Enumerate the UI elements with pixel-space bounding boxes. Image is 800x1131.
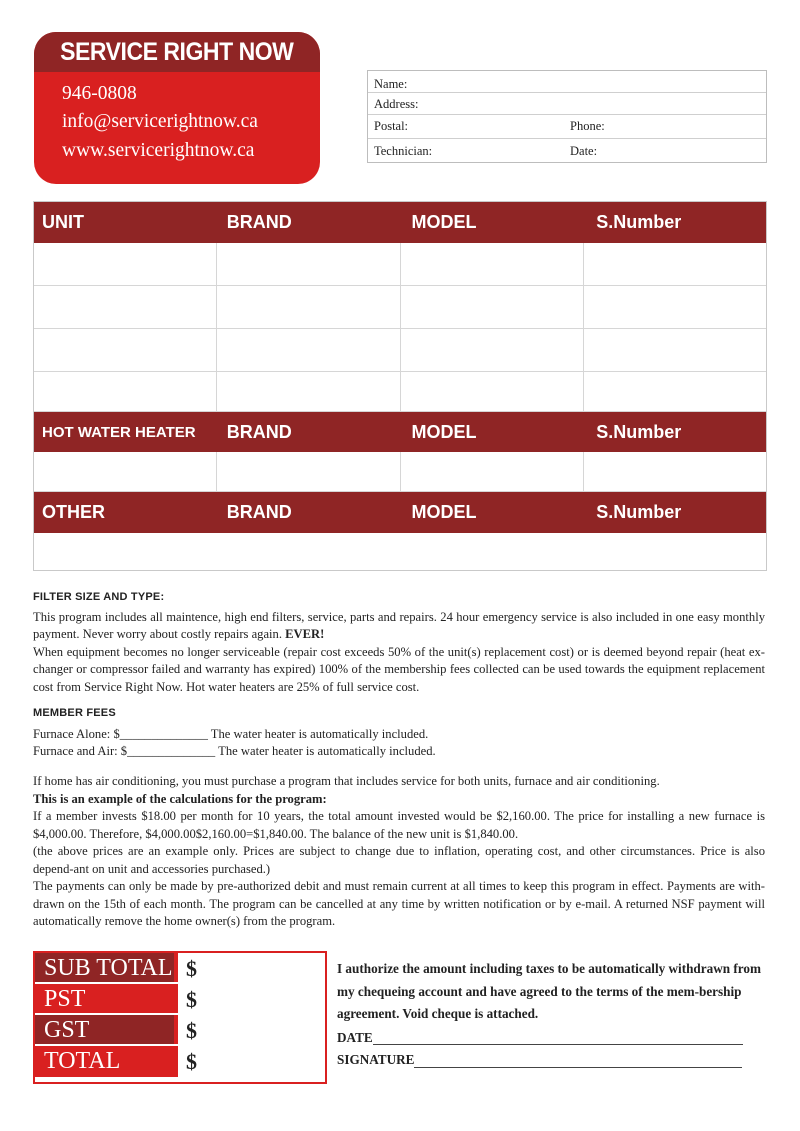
model-cell[interactable] xyxy=(401,452,584,491)
example-heading: This is an example of the calculations for the program: xyxy=(33,791,327,806)
serial-cell[interactable] xyxy=(584,372,766,411)
authorization-section xyxy=(337,958,769,1072)
company-name: SERVICE RIGHT NOW xyxy=(60,37,294,66)
other-header-row xyxy=(34,492,766,533)
program-paragraph xyxy=(33,609,765,644)
furnace-alone-fee[interactable]: Furnace Alone: $______________ The water heater is automatically included. xyxy=(33,726,429,741)
program-emphasis: EVER! xyxy=(285,627,325,641)
serial-header: S.Number xyxy=(596,212,682,232)
unit-cell[interactable] xyxy=(34,372,217,411)
pst-field[interactable]: $ xyxy=(174,984,325,1013)
hot-water-header: HOT WATER HEATER xyxy=(42,423,196,441)
serial-cell[interactable] xyxy=(584,329,766,371)
replacement-paragraph: When equipment becomes no longer serviceable (repair cost exceeds 50% of the unit(s) replacement cost) or is deemed beyond repair (heat ex-changer or compressor failed and warranty has expired) 100% of the membership fees collected can be used towards the equipment replacement cost from Service Right Now. Hot water heaters are 25% of full service cost. xyxy=(33,644,765,694)
signature-label: SIGNATURE xyxy=(337,1052,415,1067)
pst-label: PST xyxy=(35,984,174,1013)
unit-cell[interactable] xyxy=(34,243,217,285)
postal-label[interactable]: Postal: xyxy=(374,119,409,133)
brand-cell[interactable] xyxy=(217,452,400,491)
brand-header: BRAND xyxy=(226,212,292,232)
signature-line[interactable] xyxy=(337,1049,769,1072)
phone-label[interactable]: Phone: xyxy=(570,119,605,133)
technician-date-row xyxy=(368,139,766,164)
table-row xyxy=(34,286,766,329)
date-label[interactable]: Date: xyxy=(570,144,598,158)
brand-header: BRAND xyxy=(226,421,292,442)
total-field[interactable]: $ xyxy=(174,1046,325,1077)
other-header: OTHER xyxy=(42,502,105,522)
member-fees-heading: MEMBER FEES xyxy=(33,707,116,719)
other-input-row[interactable] xyxy=(34,533,766,570)
filter-heading: FILTER SIZE AND TYPE: xyxy=(33,591,165,603)
address-label: Address: xyxy=(374,97,419,111)
signature-rule xyxy=(414,1067,742,1068)
customer-info-box xyxy=(367,70,767,163)
subtotal-label: SUB TOTAL xyxy=(35,953,174,982)
unit-header-row xyxy=(34,202,766,243)
model-cell[interactable] xyxy=(401,286,584,328)
example-calculation: If a member invests $18.00 per month for 10 years, the total amount invested would be $2,160.00. The price for installing a new furnace is $4,000.00. Therefore, $4,000.00$2,160.00=$1,840.00. The balance of the new unit is $1,840.00. xyxy=(33,809,765,841)
equipment-table xyxy=(33,201,767,571)
model-header: MODEL xyxy=(411,421,477,442)
unit-cell[interactable] xyxy=(34,329,217,371)
company-title-bar xyxy=(34,32,320,72)
authorization-text: I authorize the amount including taxes to be automatically withdrawn from my chequeing account and have agreed to the terms of the mem-bership agreement. Void cheque is attached. xyxy=(337,961,761,1021)
gst-row xyxy=(35,1015,325,1046)
model-cell[interactable] xyxy=(401,372,584,411)
hot-water-header-row xyxy=(34,412,766,452)
technician-label[interactable]: Technician: xyxy=(374,144,433,158)
company-header-card xyxy=(34,32,320,184)
unit-cell[interactable] xyxy=(34,452,217,491)
price-disclaimer: (the above prices are an example only. Prices are subject to change due to inflation, operating cost, and other circumstances. Price is also depend-ant on unit and accessories purchased.) xyxy=(33,844,765,876)
serial-cell[interactable] xyxy=(584,452,766,491)
payment-terms: The payments can only be made by pre-authorized debit and must remain current at all times to keep this program in effect. Payments are with-drawn on the 15th of each month. The program can be cancelled at any time by written notification or by e-mail. A returned NSF payment will automatically remove the home owner(s) from the program. xyxy=(33,879,765,928)
serial-header: S.Number xyxy=(596,502,682,522)
subtotal-row xyxy=(35,953,325,984)
model-header: MODEL xyxy=(411,212,477,232)
company-email: info@servicerightnow.ca xyxy=(62,111,258,133)
furnace-air-fee[interactable]: Furnace and Air: $______________ The water heater is automatically included. xyxy=(33,744,436,758)
brand-cell[interactable] xyxy=(217,243,400,285)
company-website: www.servicerightnow.ca xyxy=(62,139,255,161)
program-section xyxy=(33,589,765,696)
name-label: Name: xyxy=(374,77,408,91)
table-row xyxy=(34,372,766,412)
member-fees-section xyxy=(33,705,765,761)
gst-field[interactable]: $ xyxy=(174,1015,325,1044)
program-text: This program includes all maintence, high end filters, service, parts and repairs. 24 hour emergency service is also included in one easy monthly payment. Never worry about costly repairs again. xyxy=(33,609,765,641)
date-rule xyxy=(373,1044,743,1045)
unit-header: UNIT xyxy=(42,212,84,232)
ac-note: If home has air conditioning, you must purchase a program that includes service for both units, furnace and air conditioning. xyxy=(33,774,660,788)
date-signature-line[interactable] xyxy=(337,1027,769,1050)
serial-cell[interactable] xyxy=(584,243,766,285)
totals-box xyxy=(33,951,327,1084)
brand-header: BRAND xyxy=(226,502,292,522)
gst-label: GST xyxy=(35,1015,174,1044)
company-phone: 946-0808 xyxy=(62,83,137,104)
name-field[interactable] xyxy=(368,71,766,93)
total-label: TOTAL xyxy=(35,1046,174,1077)
model-cell[interactable] xyxy=(401,243,584,285)
total-row xyxy=(35,1046,325,1077)
pst-row xyxy=(35,984,325,1015)
auth-date-label: DATE xyxy=(337,1029,373,1045)
brand-cell[interactable] xyxy=(217,286,400,328)
table-row xyxy=(34,329,766,372)
brand-cell[interactable] xyxy=(217,372,400,411)
serial-cell[interactable] xyxy=(584,286,766,328)
example-section xyxy=(33,773,765,931)
brand-cell[interactable] xyxy=(217,329,400,371)
table-row xyxy=(34,243,766,286)
model-cell[interactable] xyxy=(401,329,584,371)
table-row xyxy=(34,452,766,492)
model-header: MODEL xyxy=(411,502,477,522)
subtotal-field[interactable]: $ xyxy=(174,953,325,982)
unit-cell[interactable] xyxy=(34,286,217,328)
postal-phone-row xyxy=(368,115,766,139)
address-field[interactable] xyxy=(368,93,766,115)
serial-header: S.Number xyxy=(596,421,682,442)
